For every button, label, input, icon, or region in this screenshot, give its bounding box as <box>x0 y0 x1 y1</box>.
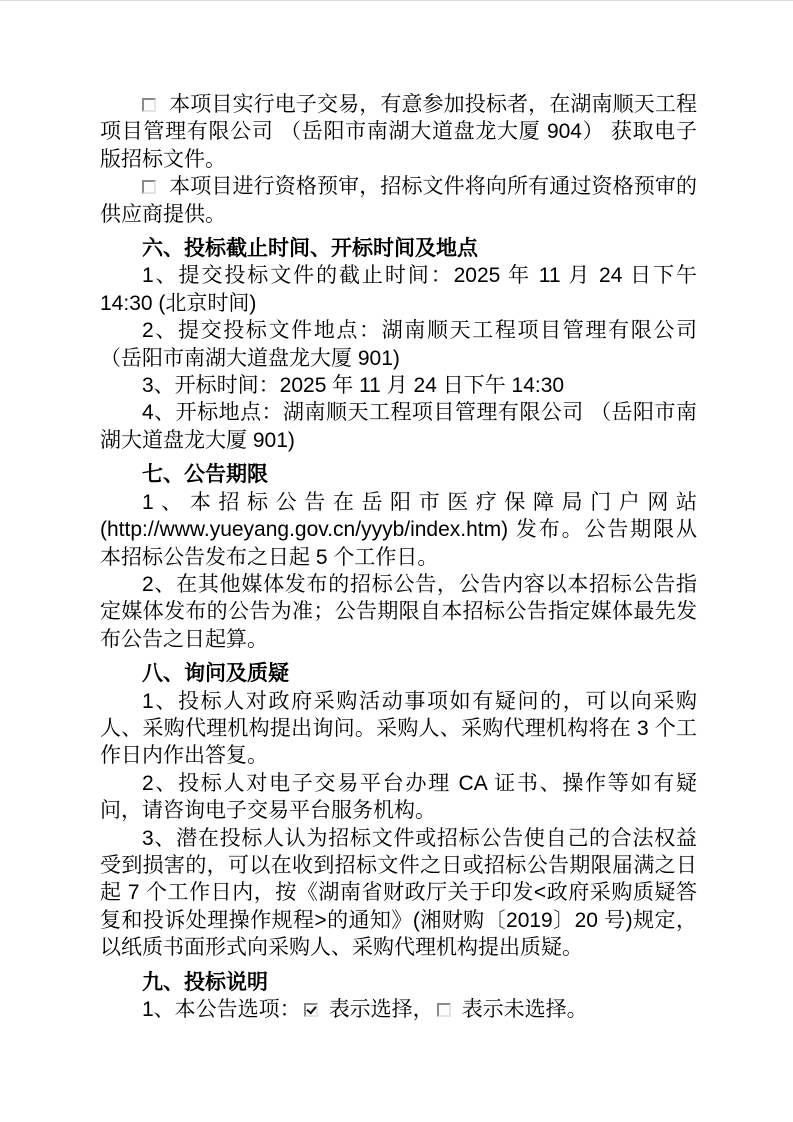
para-submission-place: 2、提交投标文件地点：湖南顺天工程项目管理有限公司 （岳阳市南湖大道盘龙大厦 901) <box>100 319 697 370</box>
para-ca-certificate: 2、投标人对电子交易平台办理 CA 证书、操作等如有疑问，请咨询电子交易平台服务机构。 <box>100 771 697 823</box>
option-prequalification-text: 本项目进行资格预审，招标文件将向所有通过资格预审的供应商提供。 <box>100 175 697 226</box>
option-electronic-trading-text: 本项目实行电子交易，有意参加投标者，在湖南顺天工程项目管理有限公司 （岳阳市南湖大道盘龙大厦 904） 获取电子版招标文件。 <box>100 93 697 171</box>
para-inquiry-procedure: 1、投标人对政府采购活动事项如有疑问的，可以向采购人、采购代理机构提出询问。采购人、采购代理机构将在 3 个工作日内作出答复。 <box>100 689 697 768</box>
section-heading-bid-notes: 九、投标说明 <box>142 970 268 994</box>
option-electronic-trading <box>100 91 697 173</box>
para-checkbox-legend <box>100 996 697 1023</box>
legend-unchecked-label: 表示未选择。 <box>461 998 588 1021</box>
section-heading-inquiry: 八、询问及质疑 <box>142 662 289 686</box>
checkbox-unchecked-icon <box>437 1003 451 1017</box>
para-opening-place: 4、开标地点：湖南顺天工程项目管理有限公司 （岳阳市南湖大道盘龙大厦 901) <box>100 401 697 452</box>
option-prequalification <box>100 173 697 228</box>
section-heading-bid-deadline: 六、投标截止时间、开标时间及地点 <box>142 237 478 261</box>
checkbox-unchecked-icon[interactable] <box>142 98 156 112</box>
para-challenge-procedure: 3、潜在投标人认为招标文件或招标公告使自己的合法权益受到损害的，可以在收到招标文件之日或招标公告期限届满之日起 7 个工作日内，按《湖南省财政厅关于印发<政府采购质疑答复和投诉处理操作规程>的通知》(湘财购〔2019〕20 号)规定，以纸质书面形式向采购人、采购代理机构提出质疑。 <box>100 826 697 960</box>
checkbox-checked-icon <box>304 1003 318 1017</box>
legend-checked-label: 表示选择， <box>328 998 434 1021</box>
checkbox-unchecked-icon[interactable] <box>142 180 156 194</box>
legend-prefix: 1、本公告选项： <box>142 998 301 1021</box>
para-opening-time: 3、开标时间：2025 年 11 月 24 日下午 14:30 <box>142 374 565 398</box>
para-other-media: 2、在其他媒体发布的招标公告，公告内容以本招标公告指定媒体发布的公告为准；公告期限自本招标公告指定媒体最先发布公告之日起算。 <box>100 572 697 651</box>
para-submission-deadline: 1、提交投标文件的截止时间：2025 年 11 月 24 日下午 14:30 (北京时间) <box>100 264 697 315</box>
section-heading-announcement-period: 七、公告期限 <box>142 463 268 487</box>
para-portal-publication: 1、本招标公告在岳阳市医疗保障局门户网站 (http://www.yueyang.gov.cn/yyyb/index.htm) 发布。公告期限从本招标公告发布之日起 5 个工作日。 <box>100 490 697 569</box>
